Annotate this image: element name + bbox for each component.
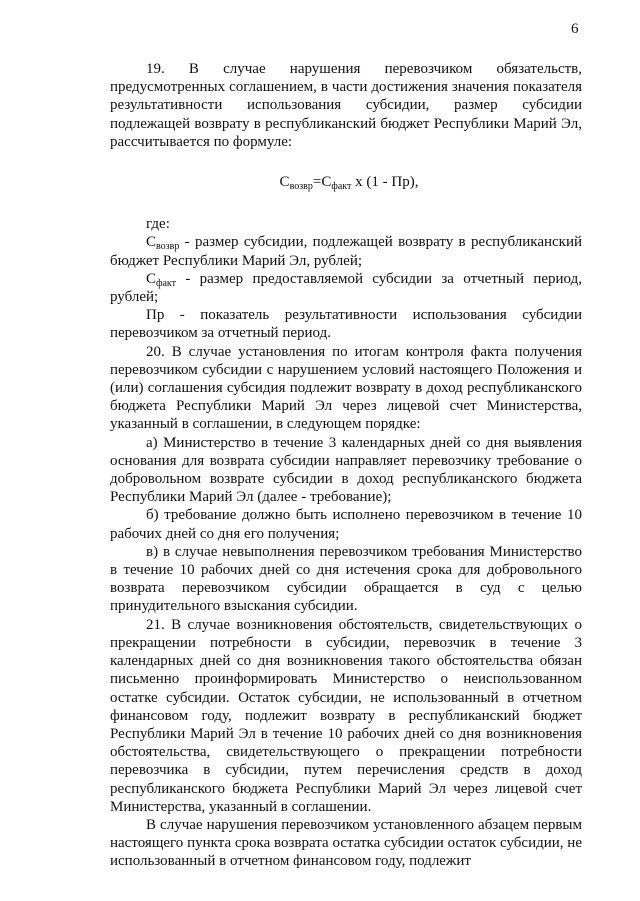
def-c-vozvr-base: С: [146, 234, 157, 251]
def-c-fakt-base: С: [146, 270, 157, 287]
paragraph-19: 19. В случае нарушения перевозчиком обязательств, предусмотренных соглашением, в части достижения значения показателя результативности использования субсидии, размер субсидии подлежащей возврату в республиканский бюджет Республики Марий Эл, рассчитывается по формуле:: [110, 61, 582, 150]
paragraph-21: 21. В случае возникновения обстоятельств, свидетельствующих о прекращении потребности в субсидии, перевозчик в течение 3 календарных дней со дня возникновения такого обстоятельства обязан письменно проинформировать Министерство о неиспользованном остатке субсидии. Остаток субсидии, не использованный в отчетном финансовом году, подлежит возврату в республиканский бюджет Республики Марий Эл в течение 10 рабочих дней со дня возникновения обстоятельства, свидетельствующего о прекращении потребности перевозчика в субсидии, путем перечисления средств в доход республиканского бюджета Республики Марий Эл через лицевой счет Министерства, указанный в соглашении.: [110, 616, 582, 815]
page-number: 6: [571, 21, 579, 37]
list-item-v: в) в случае невыполнения перевозчиком требования Министерство в течение 10 рабочих дней со дня истечения срока для добровольного возврата перевозчиком субсидии обращается в суд с целью принудительного взыскания субсидии.: [110, 543, 582, 615]
formula-eq-base: =С: [312, 174, 332, 191]
refund-formula: [110, 173, 582, 191]
paragraph-21-continuation: В случае нарушения перевозчиком установленного абзацем первым настоящего пункта срока возврата остатка субсидии остаток субсидии, не использованный в отчетном финансовом году, подлежит: [110, 816, 582, 870]
list-item-a: а) Министерство в течение 3 календарных дней со дня выявления основания для возврата субсидии направляет перевозчику требование о добровольном возврате субсидии в доход республиканского бюджета Республики Марий Эл (далее - требование);: [110, 434, 582, 506]
definition-pr: Пр - показатель результативности использования субсидии перевозчиком за отчетный период.: [110, 307, 582, 342]
document-body: [110, 60, 582, 871]
def-c-fakt-text: - размер предоставляемой субсидии за отчетный период, рублей;: [110, 270, 582, 306]
def-c-fakt-subscript: факт: [156, 277, 177, 289]
formula-lhs-base: С: [279, 174, 290, 191]
formula-lhs-subscript: возвр: [289, 181, 313, 193]
list-item-b: б) требование должно быть исполнено перевозчиком в течение 10 рабочих дней со дня его получения;: [110, 507, 582, 542]
def-c-vozvr-subscript: возвр: [156, 241, 180, 253]
definition-c-vozvr: [110, 233, 582, 269]
def-c-vozvr-text: - размер субсидии, подлежащей возврату в республиканский бюджет Республики Марий Эл, рублей;: [110, 234, 582, 269]
formula-rest: x (1 - Пр),: [351, 174, 419, 191]
where-label: где:: [146, 216, 170, 233]
paragraph-20: 20. В случае установления по итогам контроля факта получения перевозчиком субсидии с нарушением условий настоящего Положения и (или) соглашения субсидия подлежит возврату в доход республиканского бюджета Республики Марий Эл через лицевой счет Министерства, указанный в соглашении, в следующем порядке:: [110, 343, 582, 433]
definition-c-fakt: [110, 270, 582, 306]
formula-eq-subscript: факт: [331, 181, 352, 193]
